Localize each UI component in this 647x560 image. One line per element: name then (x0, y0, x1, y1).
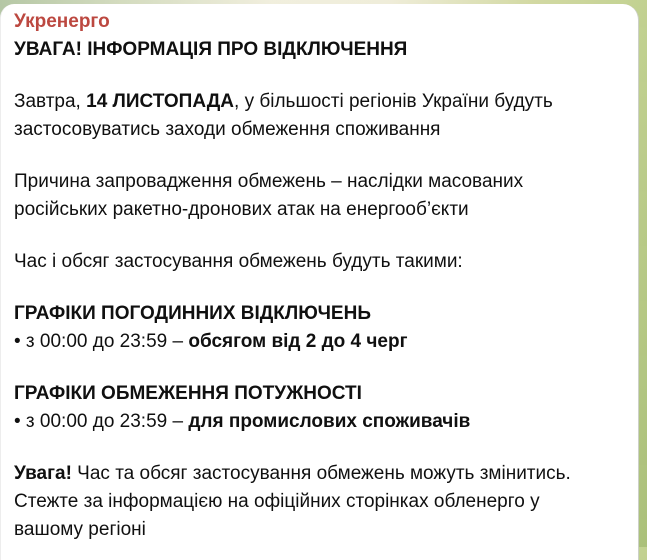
paragraph (14, 460, 622, 544)
paragraph (14, 248, 622, 276)
channel-name[interactable]: Укренерго (14, 11, 110, 32)
paragraph (14, 168, 622, 224)
text-segment-bold: обсягом від 2 до 4 черг (188, 331, 408, 352)
text-segment: російських ракетно-дронових атак на енергооб’єкти (14, 199, 469, 220)
text-segment: , у більшості регіонів України будуть (234, 91, 553, 112)
message-title: УВАГА! ІНФОРМАЦІЯ ПРО ВІДКЛЮЧЕННЯ (14, 39, 408, 60)
text-segment: Причина запровадження обмежень – наслідки масованих (14, 171, 524, 192)
paragraph (14, 88, 622, 144)
text-segment: Час і обсяг застосування обмежень будуть такими: (14, 251, 463, 272)
text-segment: Час та обсяг застосування обмежень можуть змінитись. (71, 463, 571, 484)
paragraph (14, 380, 622, 436)
message-body (14, 88, 622, 544)
text-segment: Стежте за інформацією на офіційних сторінках обленерго у (14, 491, 540, 512)
text-segment-bold: для промислових споживачів (188, 411, 471, 432)
text-segment-bold: Увага! (14, 463, 72, 484)
text-segment-bold: 14 ЛИСТОПАДА (86, 91, 235, 112)
text-segment: застосовуватись заходи обмеження споживання (14, 119, 441, 140)
paragraph (14, 300, 622, 356)
text-segment: • з 00:00 до 23:59 – (14, 331, 189, 352)
text-segment-bold: ГРАФІКИ ПОГОДИННИХ ВІДКЛЮЧЕНЬ (14, 303, 371, 324)
message-bubble (0, 4, 639, 560)
text-segment: Завтра, (14, 91, 87, 112)
text-segment: вашому регіоні (14, 519, 146, 540)
text-segment-bold: ГРАФІКИ ОБМЕЖЕННЯ ПОТУЖНОСТІ (14, 383, 362, 404)
text-segment: • з 00:00 до 23:59 – (14, 411, 189, 432)
